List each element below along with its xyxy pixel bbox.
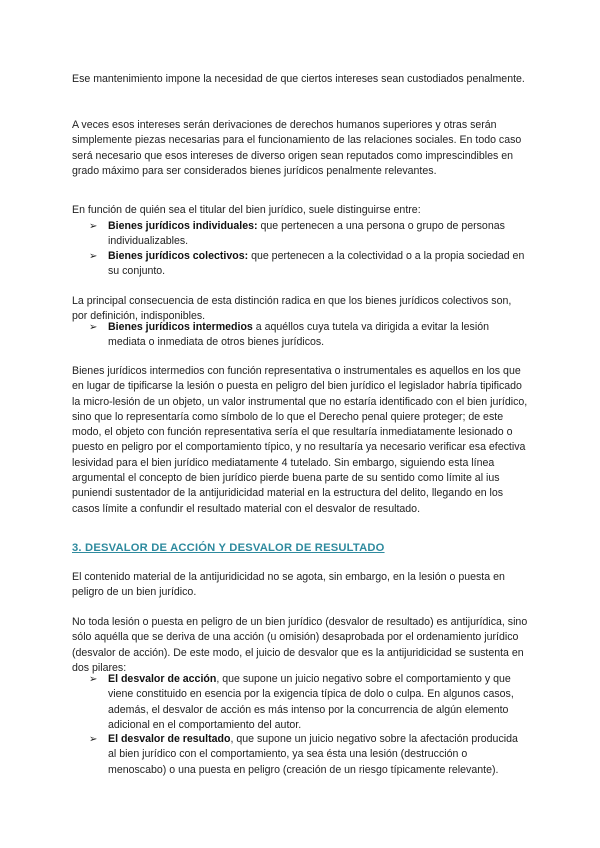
definition-desvalor-accion: , que supone un juicio negativo sobre el comportamiento y que viene constituido en esencia por la exigencia típica de dolo o culpa. En algunos casos, además, el desvalor de acción es más intenso por la concurrencia de algún elemento adicional en el comportamiento del autor. [108, 673, 514, 731]
definition-bienes-individuales: que pertenecen a una persona o grupo de personas individualizables. [108, 220, 505, 248]
arrow-bullet-icon: ➢ [89, 322, 98, 333]
term-bienes-intermedios: Bienes jurídicos intermedios [108, 321, 253, 333]
paragraph-lesion-antijuridica: No toda lesión o puesta en peligro de un bien jurídico (desvalor de resultado) es antijurídica, sino sólo aquélla que se deriva de una acción (u omisión) desaprobada por el ordenamiento jurídico (desvalor de acción). De este modo, el juicio de desvalor que es la antijuridicidad se sustenta en dos pilares: [72, 616, 528, 674]
arrow-bullet-icon: ➢ [89, 221, 98, 232]
list-item-desvalor-resultado [89, 732, 528, 778]
paragraph-intereses: A veces esos intereses serán derivaciones de derechos humanos superiores y otras serán simplemente piezas necesarias para el funcionamiento de las relaciones sociales. En todo caso será necesario que esos intereses de diverso origen sean reputados como imprescindibles en grado máximo para ser considerados bienes jurídicos penalmente relevantes. [72, 119, 522, 177]
paragraph-titular: En función de quién sea el titular del bien jurídico, suele distinguirse entre: [72, 204, 421, 216]
list-item-bienes-individuales [89, 219, 528, 250]
definition-bienes-colectivos: que pertenecen a la colectividad o a la propia sociedad en su conjunto. [108, 250, 525, 278]
term-desvalor-resultado: El desvalor de resultado [108, 733, 231, 745]
term-desvalor-accion: El desvalor de acción [108, 673, 217, 685]
term-bienes-individuales: Bienes jurídicos individuales: [108, 220, 258, 232]
paragraph-consecuencia: La principal consecuencia de esta distinción radica en que los bienes jurídicos colectivos son, por definición, indisponibles. [72, 295, 512, 323]
arrow-bullet-icon: ➢ [89, 251, 98, 262]
list-item-desvalor-accion [89, 672, 528, 733]
definition-desvalor-resultado: , que supone un juicio negativo sobre la afectación producida al bien jurídico con el comportamiento, ya sea ésta una lesión (destrucción o menoscabo) o una puesta en peligro (creación de un riesgo típicamente relevante). [108, 733, 518, 776]
arrow-bullet-icon: ➢ [89, 734, 98, 745]
paragraph-funcion-representativa: Bienes jurídicos intermedios con función representativa o instrumentales es aquellos en los que en lugar de tipificarse la lesión o puesta en peligro del bien jurídico el legislador habría tipificado la micro-lesión de un objeto, un valor instrumental que no estaría identificado con el bien jurídico, sino que lo representaría como símbolo de lo que el Derecho penal quiere proteger; de este modo, el objeto con función representativa sería el que resultaría inmediatamente lesionado o puesto en peligro por el comportamiento típico, y no resultaría ya necesario verificar esa efectiva lesividad para el bien jurídico mediatamente 4 tutelado. Sin embargo, siguiendo esta línea argumental el concepto de bien jurídico pierde buena parte de su sentido como límite al ius puniendi sustentador de la antijuridicidad material en la estructura del delito, llegando en los casos límite a confundir el resultado material con el desvalor de resultado. [72, 365, 528, 515]
term-bienes-colectivos: Bienes jurídicos colectivos: [108, 250, 249, 262]
paragraph-contenido-material: El contenido material de la antijuridicidad no se agota, sin embargo, en la lesión o puesta en peligro de un bien jurídico. [72, 571, 505, 599]
arrow-bullet-icon: ➢ [89, 674, 98, 685]
list-item-bienes-colectivos [89, 249, 528, 280]
paragraph-mantenimiento: Ese mantenimiento impone la necesidad de que ciertos intereses sean custodiados penalmente. [72, 73, 525, 85]
list-item-bienes-intermedios [89, 320, 528, 351]
definition-bienes-intermedios: a aquéllos cuya tutela va dirigida a evitar la lesión mediata o inmediata de otros bienes jurídicos. [108, 321, 489, 349]
section-heading-desvalor: 3. DESVALOR DE ACCIÓN Y DESVALOR DE RESULTADO [72, 542, 385, 554]
